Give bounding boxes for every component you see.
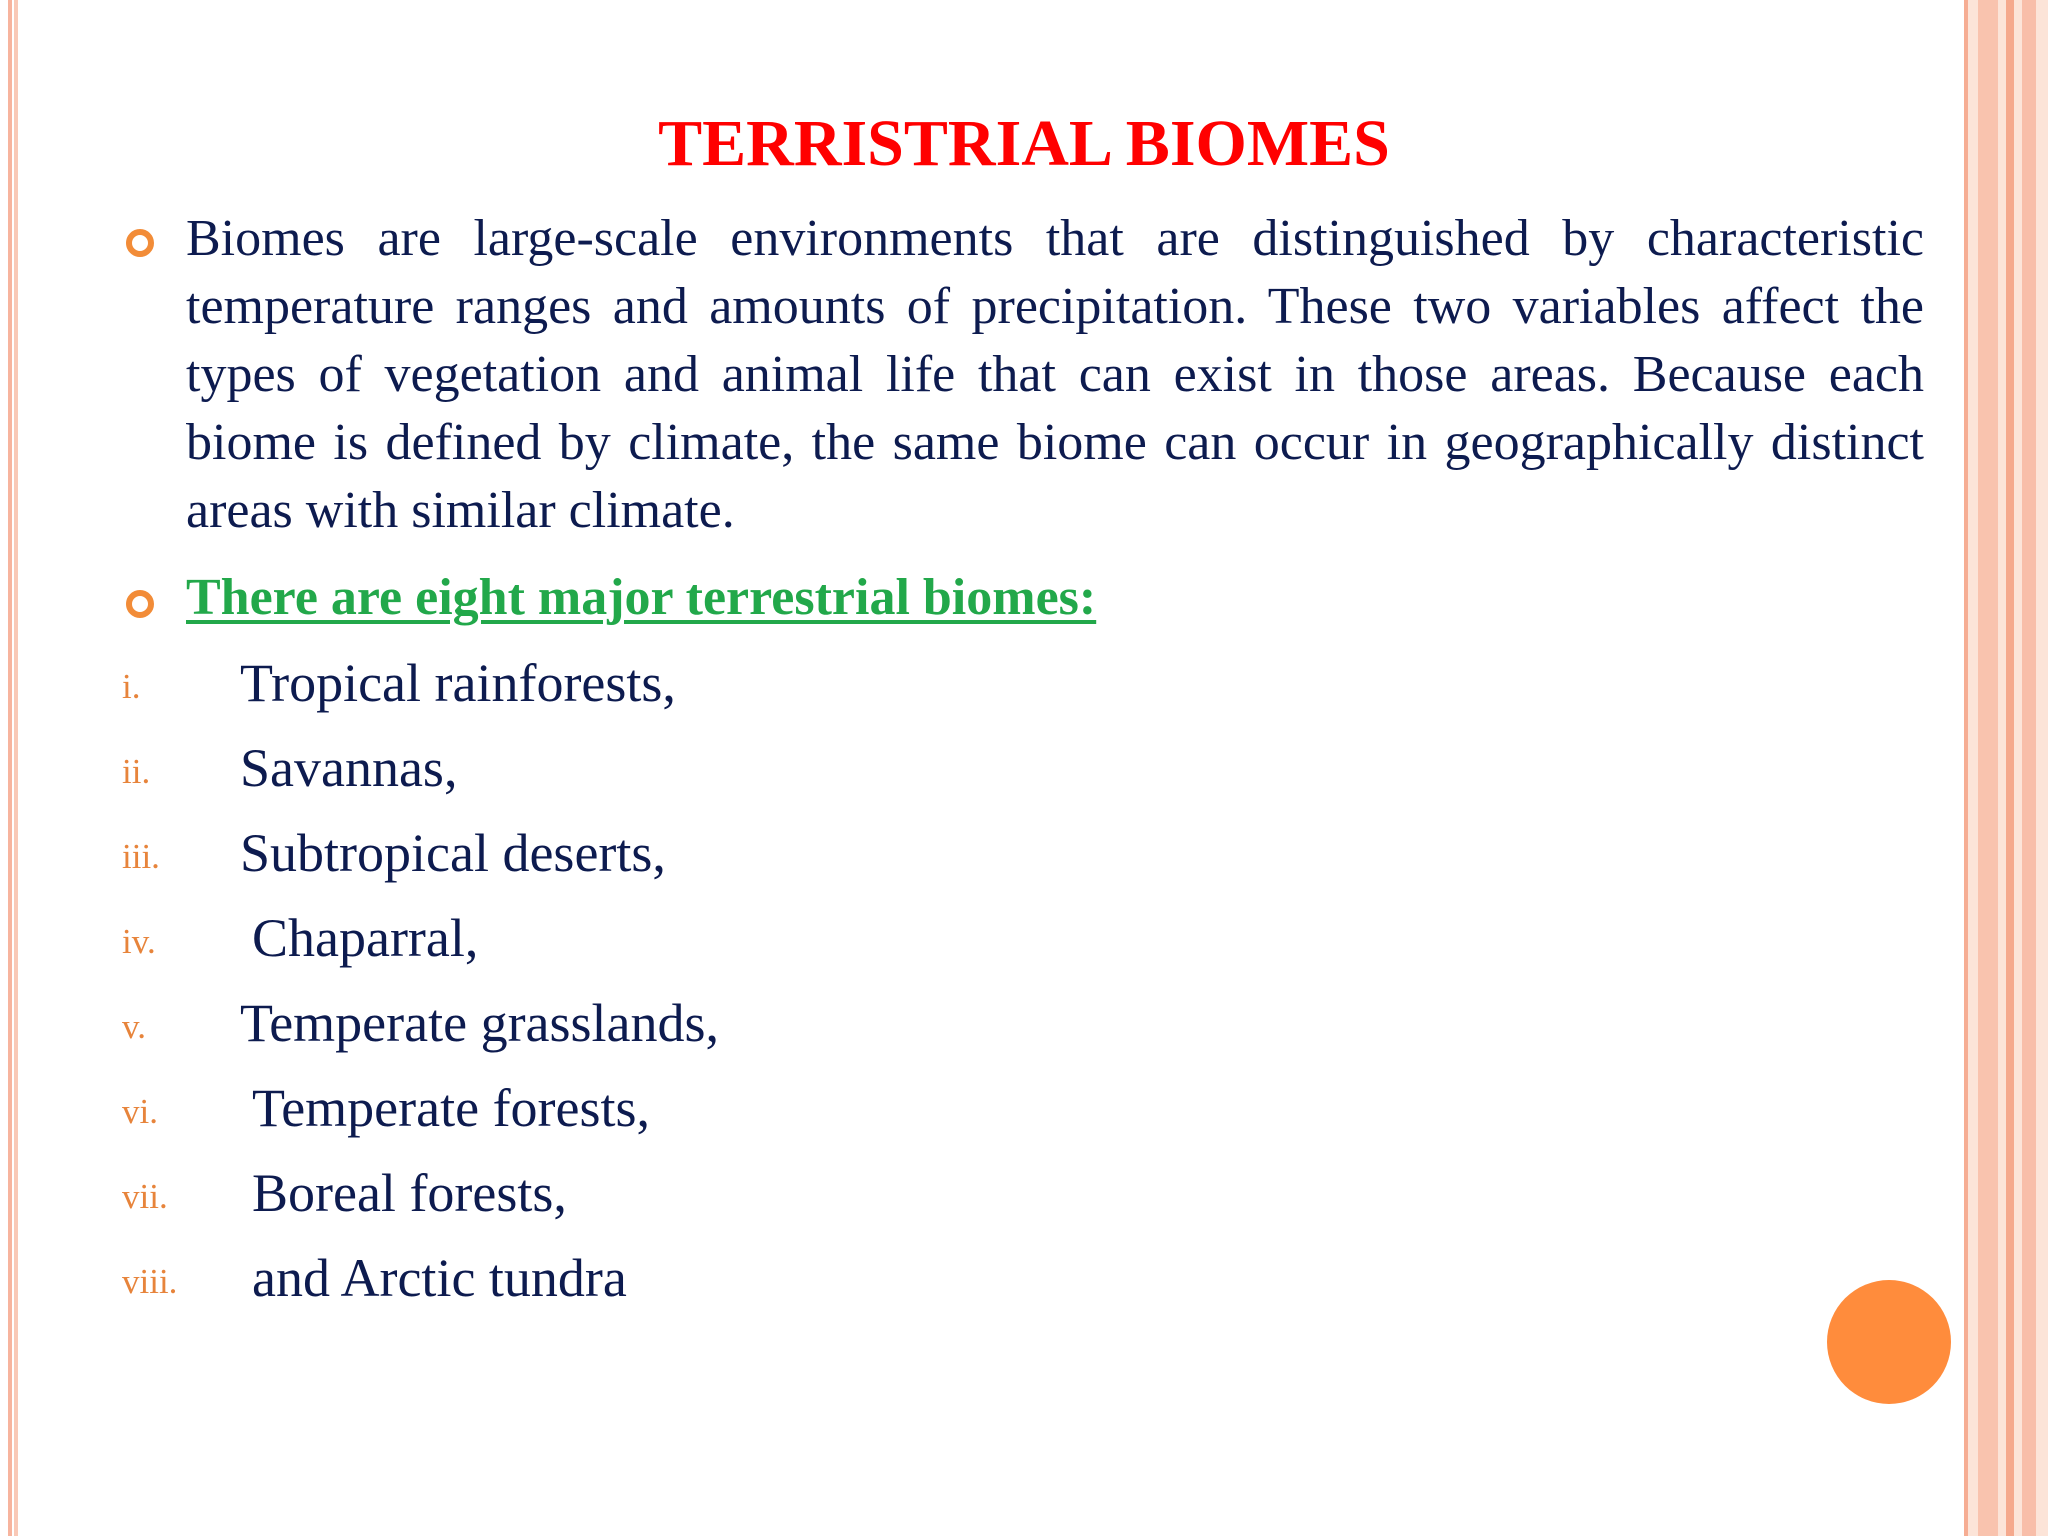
- list-item-text: Savannas,: [240, 738, 458, 798]
- list-item-text: Temperate grasslands,: [240, 993, 720, 1053]
- list-item-text: and Arctic tundra: [252, 1248, 627, 1308]
- bullet-icon: [126, 229, 154, 257]
- right-border-stripe: [2006, 0, 2014, 1536]
- list-item-text: Subtropical deserts,: [240, 823, 666, 883]
- list-item-text: Chaparral,: [252, 908, 479, 968]
- list-numeral: ii.: [122, 752, 151, 791]
- right-border-stripe: [1978, 0, 1998, 1536]
- list-numeral: i.: [122, 667, 141, 706]
- decorative-circle: [1827, 1280, 1951, 1404]
- list-numeral: viii.: [122, 1262, 178, 1301]
- list-numeral: v.: [122, 1007, 146, 1046]
- list-item-text: Temperate forests,: [252, 1078, 651, 1138]
- right-border-stripe: [2022, 0, 2036, 1536]
- left-border-stripe-inner: [14, 0, 18, 1536]
- list-item-text: Boreal forests,: [252, 1163, 567, 1223]
- slide-title: TERRISTRIAL BIOMES: [658, 107, 1390, 180]
- biomes-subheading: There are eight major terrestrial biomes:: [186, 569, 1097, 626]
- list-numeral: iv.: [122, 922, 156, 961]
- list-item-text: Tropical rainforests,: [240, 653, 676, 713]
- left-border-stripe: [8, 0, 12, 1536]
- list-numeral: iii.: [122, 837, 160, 876]
- right-border-stripe: [1964, 0, 1968, 1536]
- bullet-icon: [126, 590, 154, 618]
- list-numeral: vii.: [122, 1177, 168, 1216]
- list-numeral: vi.: [122, 1092, 158, 1131]
- intro-paragraph: Biomes are large-scale environments that are distinguished by characteristic temperature ranges and amounts of precipitation. These two variables affect the types of vegetation and animal life that can exist in those areas. Because each biome is defined by climate, the same biome can occur in geographically distinct areas with similar climate.: [186, 210, 1924, 539]
